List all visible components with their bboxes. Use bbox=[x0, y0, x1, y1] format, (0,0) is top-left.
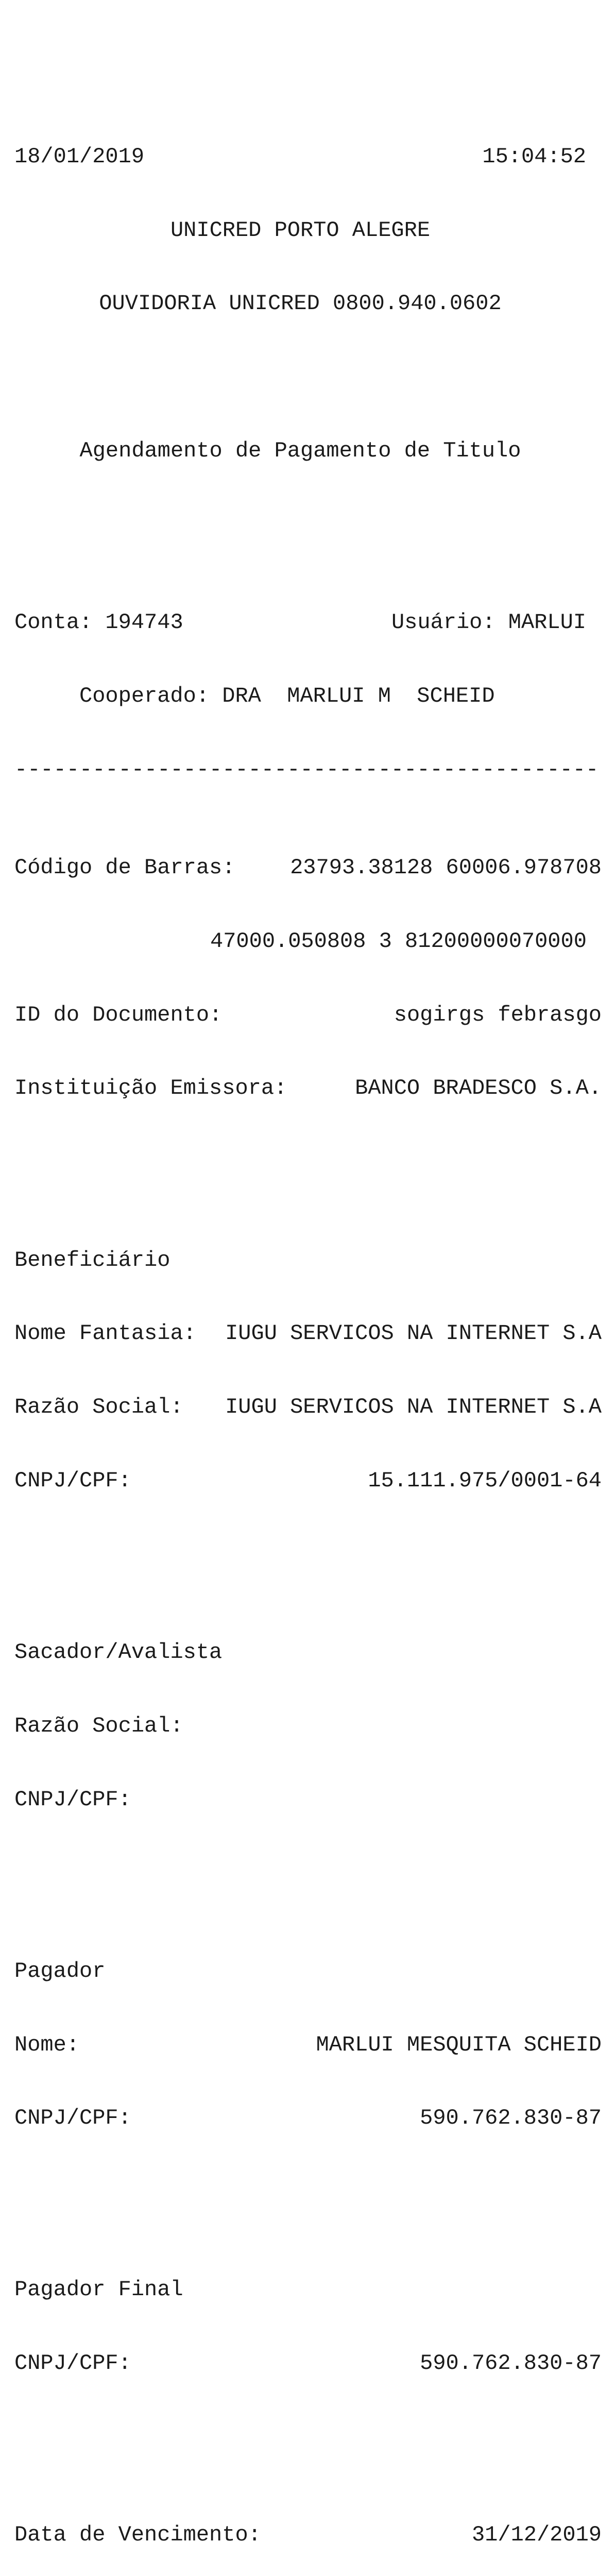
document-id-row bbox=[14, 1003, 602, 1028]
cnpj-value: 15.111.975/0001-64 bbox=[368, 1468, 602, 1493]
pagador-final-heading: Pagador Final bbox=[14, 2277, 183, 2302]
beneficiario-heading: Beneficiário bbox=[14, 1247, 170, 1273]
issuer-value: BANCO BRADESCO S.A. bbox=[355, 1076, 602, 1101]
print-date: 18/01/2019 bbox=[14, 144, 145, 169]
print-time: 15:04:52 bbox=[482, 144, 586, 169]
pagador-nome-value: MARLUI MESQUITA SCHEID bbox=[316, 2032, 602, 2057]
cnpj-label: CNPJ/CPF: bbox=[14, 1468, 131, 1493]
pagador-heading: Pagador bbox=[14, 1958, 106, 1984]
header-datetime bbox=[14, 145, 586, 170]
pagador-final-cnpj-row bbox=[14, 2351, 602, 2376]
account-number: Conta: 194743 bbox=[14, 610, 183, 635]
beneficiario-razao-row bbox=[14, 1395, 602, 1420]
ouvidoria-phone: OUVIDORIA UNICRED 0800.940.0602 bbox=[99, 291, 502, 316]
beneficiario-fantasia-row bbox=[14, 1321, 602, 1346]
pagador-nome-label: Nome: bbox=[14, 2032, 80, 2057]
pagador-final-cnpj-value: 590.762.830-87 bbox=[420, 2351, 602, 2376]
pagador-nome-row bbox=[14, 2033, 602, 2058]
fantasia-label: Nome Fantasia: bbox=[14, 1321, 196, 1346]
pagador-cnpj-row bbox=[14, 2106, 602, 2131]
divider: --------------------------------------------- bbox=[14, 757, 599, 782]
razao-value: IUGU SERVICOS NA INTERNET S.A bbox=[225, 1395, 602, 1420]
barcode-line-1: 23793.38128 60006.978708 bbox=[290, 855, 602, 880]
institution-name: UNICRED PORTO ALEGRE bbox=[170, 217, 431, 243]
receipt-title: Agendamento de Pagamento de Titulo bbox=[79, 438, 521, 463]
issuer-row bbox=[14, 1076, 602, 1101]
pagador-final-cnpj-label: CNPJ/CPF: bbox=[14, 2351, 131, 2376]
barcode-row bbox=[14, 856, 602, 880]
barcode-label: Código de Barras: bbox=[14, 855, 235, 880]
beneficiario-cnpj-row bbox=[14, 1469, 602, 1494]
sacador-razao-label: Razão Social: bbox=[14, 1713, 183, 1738]
receipt bbox=[14, 71, 602, 2576]
barcode-line-2: 47000.050808 3 81200000070000 bbox=[210, 928, 587, 954]
pagador-cnpj-value: 590.762.830-87 bbox=[420, 2106, 602, 2131]
account-row bbox=[14, 611, 586, 635]
pagador-cnpj-label: CNPJ/CPF: bbox=[14, 2106, 131, 2131]
document-id-value: sogirgs febrasgo bbox=[394, 1002, 602, 1027]
razao-label: Razão Social: bbox=[14, 1395, 183, 1420]
vencimento-value: 31/12/2019 bbox=[471, 2522, 602, 2548]
vencimento-row bbox=[14, 2523, 602, 2548]
vencimento-label: Data de Vencimento: bbox=[14, 2522, 261, 2548]
cooperado-name: Cooperado: DRA MARLUI M SCHEID bbox=[79, 683, 495, 708]
issuer-label: Instituição Emissora: bbox=[14, 1076, 287, 1101]
user-name: Usuário: MARLUI bbox=[391, 610, 586, 635]
sacador-heading: Sacador/Avalista bbox=[14, 1640, 223, 1665]
document-id-label: ID do Documento: bbox=[14, 1002, 223, 1027]
sacador-cnpj-label: CNPJ/CPF: bbox=[14, 1787, 131, 1812]
fantasia-value: IUGU SERVICOS NA INTERNET S.A bbox=[225, 1321, 602, 1346]
